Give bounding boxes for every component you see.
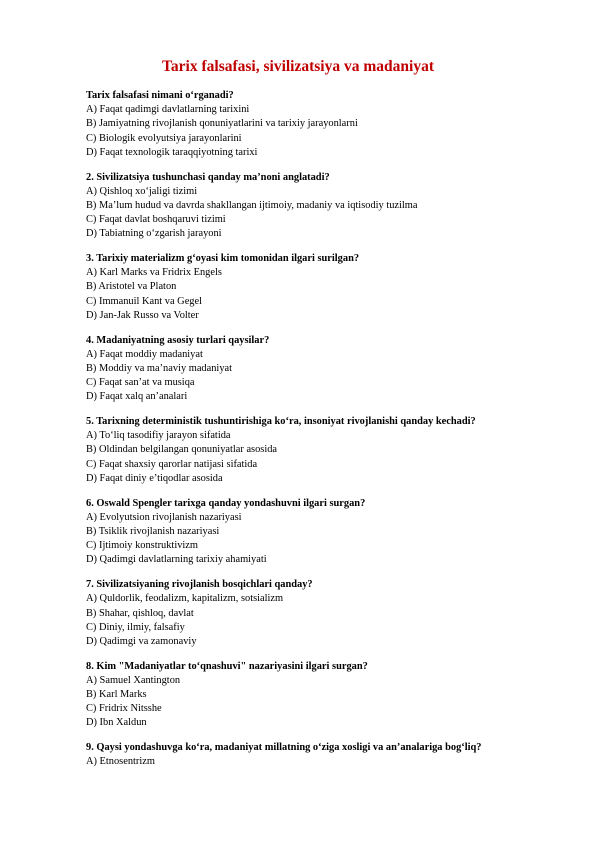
answer-option: A) Evolyutsion rivojlanish nazariyasi [86,511,242,523]
question-text: 6. Oswald Spengler tarixga qanday yondashuvni ilgari surgan? [86,497,366,509]
answer-option: B) Moddiy va ma’naviy madaniyat [86,362,233,374]
question-text: 4. Madaniyatning asosiy turlari qaysilar? [86,334,270,346]
question-text: 3. Tarixiy materializm g‘oyasi kim tomonidan ilgari surilgan? [86,253,360,265]
question-block [86,89,566,160]
answer-option: A) Karl Marks va Fridrix Engels [86,267,222,279]
answer-option: B) Oldindan belgilangan qonuniyatlar asosida [86,444,278,456]
answer-option: B) Shahar, qishloq, davlat [86,607,194,619]
question-block [86,171,566,242]
answer-option: C) Faqat san’at va musiqa [86,377,195,389]
answer-option: C) Biologik evolyutsiya jarayonlarini [86,132,242,144]
questions-list [86,89,566,780]
question-text: 9. Qaysi yondashuvga ko‘ra, madaniyat millatning o‘ziga xosligi va an’analariga bog‘liq? [86,742,482,754]
answer-option: C) Faqat davlat boshqaruvi tizimi [86,214,226,226]
answer-option: B) Karl Marks [86,689,147,701]
question-block [86,334,566,405]
answer-option: C) Faqat shaxsiy qarorlar natijasi sifatida [86,458,258,470]
question-block [86,415,566,486]
answer-option: D) Qadimgi va zamonaviy [86,635,197,647]
answer-option: B) Jamiyatning rivojlanish qonuniyatlarini va tarixiy jarayonlarni [86,118,358,130]
answer-option: C) Ijtimoiy konstruktivizm [86,540,198,552]
question-text: 5. Tarixning deterministik tushuntirishiga ko‘ra, insoniyat rivojlanishi qanday kechadi? [86,416,476,428]
answer-option: A) Etnosentrizm [86,756,155,768]
answer-option: A) Faqat moddiy madaniyat [86,348,203,360]
answer-option: C) Diniy, ilmiy, falsafiy [86,621,185,633]
answer-option: B) Tsiklik rivojlanish nazariyasi [86,525,220,537]
answer-option: A) Samuel Xantington [86,674,181,686]
question-text: 8. Kim "Madaniyatlar to‘qnashuvi" nazariyasini ilgari surgan? [86,660,368,672]
answer-option: D) Jan-Jak Russo va Volter [86,309,199,321]
answer-option: D) Qadimgi davlatlarning tarixiy ahamiyati [86,554,267,566]
answer-option: A) To‘liq tasodifiy jarayon sifatida [86,430,231,442]
answer-option: D) Ibn Xaldun [86,717,147,729]
answer-option: A) Quldorlik, feodalizm, kapitalizm, sotsializm [86,593,284,605]
answer-option: A) Qishloq xo‘jaligi tizimi [86,185,198,197]
answer-option: D) Faqat diniy e’tiqodlar asosida [86,472,223,484]
answer-option: D) Tabiatning o‘zgarish jarayoni [86,228,222,240]
question-block [86,578,566,649]
answer-option: A) Faqat qadimgi davlatlarning tarixini [86,104,250,116]
question-block [86,497,566,568]
question-text: 2. Sivilizatsiya tushunchasi qanday ma’noni anglatadi? [86,171,330,183]
answer-option: D) Faqat xalq an’analari [86,391,188,403]
answer-option: B) Aristotel va Platon [86,281,177,293]
answer-option: C) Fridrix Nitsshe [86,703,162,715]
answer-option: C) Immanuil Kant va Gegel [86,295,202,307]
question-block [86,660,566,731]
document-title: Tarix falsafasi, sivilizatsiya va madaniyat [162,58,434,75]
question-text: 7. Sivilizatsiyaning rivojlanish bosqichlari qanday? [86,579,313,591]
answer-option: B) Ma’lum hudud va davrda shakllangan ijtimoiy, madaniy va iqtisodiy tuzilma [86,199,418,211]
answer-option: D) Faqat texnologik taraqqiyotning tarixi [86,146,258,158]
question-text: Tarix falsafasi nimani o‘rganadi? [86,90,234,101]
question-block [86,252,566,323]
question-block [86,741,566,769]
